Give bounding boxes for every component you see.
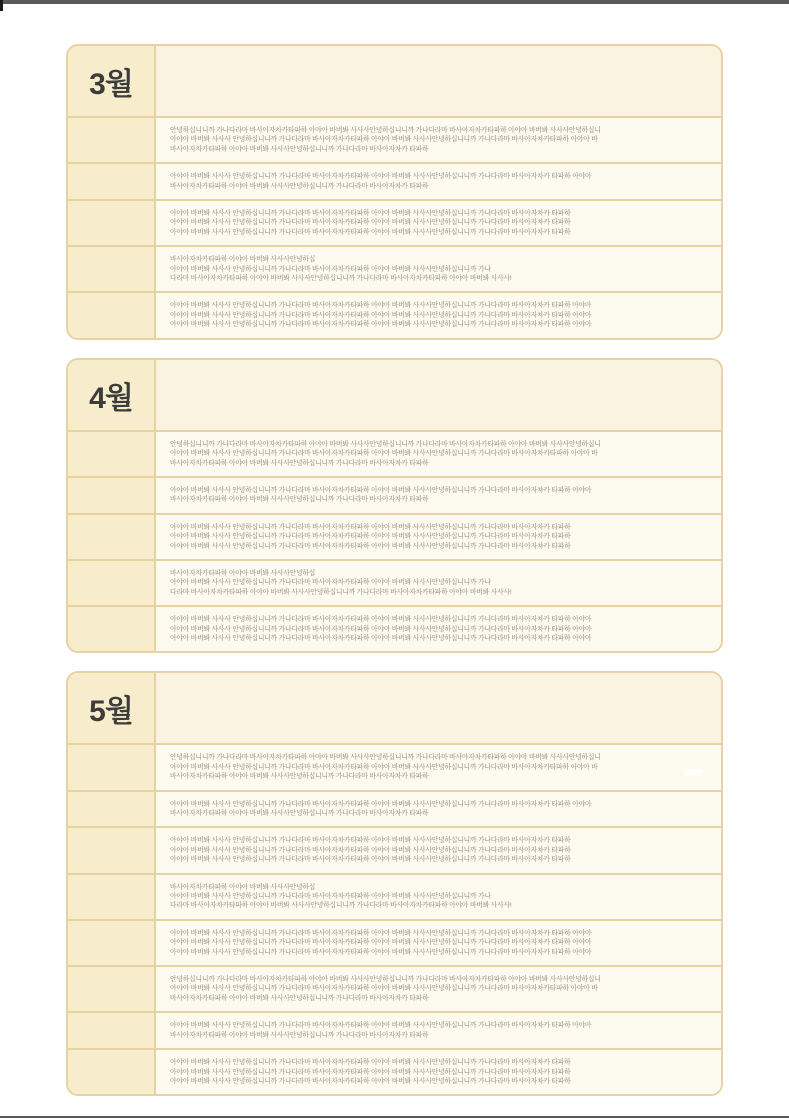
row-content-cell	[156, 792, 721, 829]
row-label-cell	[68, 432, 156, 478]
row-text-line: 아야아 바버봐 사사사 안녕하십니니까 가나다라마 바사아자차카타파하 아야아 바버봐 사사사안녕하십니니까 가나다라마 바사아자차카 타파하 아야아	[170, 800, 592, 808]
row-text-line: 아야아 바버봐 사사사 안녕하십니니까 가나다라마 바사아자차카타파하 아야아 바버봐 사사사안녕하십니니까 가나	[170, 265, 491, 273]
row-text-line: 아야아 바버봐 사사사 안녕하십니니까 가나다라마 바사아자차카타파하 아야아 바버봐 사사사안녕하십니니까 가나다라마 바사아자차카 타파하	[170, 228, 571, 236]
row-text-line: 안녕하십니니까 가나다라마 바사아자차카타파하 아야아 바버봐 사사사안녕하십니니까 가나다라마 바사아자차카타파하 아야아 바버봐 사사사안녕하십니	[170, 976, 601, 984]
row-text-line: 안녕하십니니까 가나다라마 바사아자차카타파하 아야아 바버봐 사사사안녕하십니니까 가나다라마 바사아자차카타파하 아야아 바버봐 사사사안녕하십니	[170, 440, 601, 448]
row-label-cell	[68, 607, 156, 651]
row-text-line: 바사아자차카타파하 아야아 바버봐 사사사안녕하십니니까 가나다라마 바사아자차카 타파하	[170, 994, 429, 1002]
row-label-cell	[68, 792, 156, 829]
row-text-line: 다라마 바사아자차카타파하 아야아 바버봐 사사사안녕하십니니까 가나다라마 바사아자차카타파하 아야아 바버봐 사사사!	[170, 588, 512, 596]
row-label-cell	[68, 478, 156, 515]
row-text-line: 안녕하십니니까 가나다라마 바사아자차카타파하 아야아 바버봐 사사사안녕하십니니까 가나다라마 바사아자차카타파하 아야아 바버봐 사사사안녕하십니	[170, 754, 601, 762]
row-label-cell	[68, 164, 156, 201]
row-content-cell	[156, 515, 721, 561]
row-label-cell	[68, 515, 156, 561]
row-content-cell	[156, 1013, 721, 1050]
month-cards-container	[66, 44, 723, 1114]
row-label-cell	[68, 561, 156, 607]
row-text-line: 다라마 바사아자차카타파하 아야아 바버봐 사사사안녕하십니니까 가나다라마 바사아자차카타파하 아야아 바버봐 사사사!	[170, 275, 512, 283]
row-label-cell	[68, 967, 156, 1013]
row-text-line: 바사아자차카타파하 아야아 바버봐 사사사안녕하십니니까 가나다라마 바사아자차카 타파하	[170, 145, 429, 153]
row-label-cell	[68, 293, 156, 337]
row-label-cell	[68, 201, 156, 247]
row-label-cell	[68, 875, 156, 921]
month-table	[68, 360, 721, 652]
row-text-line: 아야아 바버봐 사사사 안녕하십니니까 가나다라마 바사아자차카타파하 아야아 바버봐 사사사안녕하십니니까 가나다라마 바사아자차카 타파하 아야아	[170, 625, 592, 633]
viewport-top-edge	[0, 0, 789, 4]
row-text-line: 아야아 바버봐 사사사 안녕하십니니까 가나다라마 바사아자차카타파하 아야아 바버봐 사사사안녕하십니니까 가나다라마 바사아자차카 타파하	[170, 210, 571, 218]
row-label-cell	[68, 1013, 156, 1050]
row-content-cell	[156, 247, 721, 293]
row-text-line: 아야아 바버봐 사사사 안녕하십니니까 가나다라마 바사아자차카타파하 아야아 바버봐 사사사안녕하십니니까 가나다라마 바사아자차카 타파하	[170, 846, 571, 854]
row-label-cell	[68, 247, 156, 293]
row-text-line: 아야아 바버봐 사사사 안녕하십니니까 가나다라마 바사아자차카타파하 아야아 바버봐 사사사안녕하십니니까 가나다라마 바사아자차카 타파하	[170, 523, 571, 531]
row-text-line: 바사아자차카타파하 아야아 바버봐 사사사안녕하십니니까 가나다라마 바사아자차카 타파하	[170, 459, 429, 467]
row-text-line: 아야아 바버봐 사사사 안녕하십니니까 가나다라마 바사아자차카타파하 아야아 바버봐 사사사안녕하십니니까 가나다라마 바사아자차카 타파하	[170, 1059, 571, 1067]
row-content-cell	[156, 967, 721, 1013]
row-content-cell	[156, 118, 721, 164]
row-text-line: 아야아 바버봐 사사사 안녕하십니니까 가나다라마 바사아자차카타파하 아야아 바버봐 사사사안녕하십니니까 가나다라마 바사아자차카 타파하	[170, 542, 571, 550]
row-content-cell	[156, 607, 721, 651]
month-card	[66, 671, 723, 1096]
row-text-line: 아야아 바버봐 사사사 안녕하십니니까 가나다라마 바사아자차카타파하 아야아 바버봐 사사사안녕하십니니까 가나다라마 바사아자차카 타파하	[170, 856, 571, 864]
row-content-cell	[156, 478, 721, 515]
row-text-line: 다라마 바사아자차카타파하 아야아 바버봐 사사사안녕하십니니까 가나다라마 바사아자차카타파하 아야아 바버봐 사사사!	[170, 902, 512, 910]
month-header-cell	[68, 360, 156, 432]
row-content-cell	[156, 164, 721, 201]
corner-mark	[0, 0, 3, 11]
row-content-cell	[156, 921, 721, 967]
row-text-line: 아야아 바버봐 사사사 안녕하십니니까 가나다라마 바사아자차카타파하 아야아 바버봐 사사사안녕하십니니까 가나다라마 바사아자차카 타파하 아야아	[170, 634, 592, 642]
row-label-cell	[68, 1050, 156, 1094]
row-content-cell	[156, 201, 721, 247]
row-text-line: 아야아 바버봐 사사사 안녕하십니니까 가나다라마 바사아자차카타파하 아야아 바버봐 사사사안녕하십니니까 가나다라마 바사아자차카 타파하 아야아	[170, 311, 592, 319]
row-text-line: 아야아 바버봐 사사사 안녕하십니니까 가나다라마 바사아자차카타파하 아야아 바버봐 사사사안녕하십니니까 가나다라마 바사아자차카 타파하 아야아	[170, 948, 592, 956]
month-card	[66, 358, 723, 654]
row-content-cell	[156, 1050, 721, 1094]
month-header-body-cell	[156, 360, 721, 432]
row-text-line: 바사아자차카타파하 아야아 바버봐 사사사안녕하십니니까 가나다라마 바사아자차카 타파하	[170, 496, 429, 504]
row-text-line: 바사아자차카타파하 아야아 바버봐 사사사안녕하십	[170, 256, 316, 264]
row-text-line: 아야아 바버봐 사사사 안녕하십니니까 가나다라마 바사아자차카타파하 아야아 바버봐 사사사안녕하십니니까 가나다라마 바사아자차카 타파하	[170, 219, 571, 227]
row-content-cell	[156, 745, 721, 791]
row-text-line: 아야아 바버봐 사사사 안녕하십니니까 가나다라마 바사아자차카타파하 아야아 바버봐 사사사안녕하십니니까 가나다라마 바사아자차카 타파하 아야아	[170, 321, 592, 329]
month-header-cell	[68, 673, 156, 745]
row-text-line: 아야아 바버봐 사사사 안녕하십니니까 가나다라마 바사아자차카타파하 아야아 바버봐 사사사안녕하십니니까 가나다라마 바사아자차카 타파하 아야아	[170, 486, 592, 494]
row-text-line: 바사아자차카타파하 아야아 바버봐 사사사안녕하십	[170, 569, 316, 577]
month-header-body-cell	[156, 46, 721, 118]
row-text-line: 아야아 바버봐 사사사 안녕하십니니까 가나다라마 바사아자차카타파하 아야아 바버봐 사사사안녕하십니니까 가나다라마 바사아자차카 타파하	[170, 837, 571, 845]
row-text-line: 바사아자차카타파하 아야아 바버봐 사사사안녕하십니니까 가나다라마 바사아자차카 타파하	[170, 1031, 429, 1039]
row-content-cell	[156, 875, 721, 921]
row-label-cell	[68, 828, 156, 874]
row-text-line: 아야아 바버봐 사사사 안녕하십니니까 가나다라마 바사아자차카타파하 아야아 바버봐 사사사안녕하십니니까 가나다라마 바사아자차카 타파하 아야아	[170, 929, 592, 937]
row-text-line: 아야아 바버봐 사사사 안녕하십니니까 가나다라마 바사아자차카타파하 아야아 바버봐 사사사안녕하십니니까 가나다라마 바사아자차카 타파하 아야아	[170, 939, 592, 947]
row-text-line: 아야아 바버봐 사사사 안녕하십니니까 가나다라마 바사아자차카타파하 아야아 바버봐 사사사안녕하십니니까 가나다라마 바사아자차카 타파하	[170, 1077, 571, 1085]
row-text-line: 아야아 바버봐 사사사 안녕하십니니까 가나다라마 바사아자차카타파하 아야아 바버봐 사사사안녕하십니니까 가나다라마 바사아자차카 타파하 아야아	[170, 302, 592, 310]
month-table	[68, 46, 721, 338]
row-text-line: 바사아자차카타파하 아야아 바버봐 사사사안녕하십니니까 가나다라마 바사아자차카 타파하	[170, 182, 429, 190]
row-text-line: 아야아 바버봐 사사사 안녕하십니니까 가나다라마 바사아자차카타파하 아야아 바버봐 사사사안녕하십니니까 가나다라마 바사아자차카 타파하	[170, 1068, 571, 1076]
row-text-line: 아야아 바버봐 사사사 안녕하십니니까 가나다라마 바사아자차카타파하 아야아 바버봐 사사사안녕하십니니까 가나다라마 바사아자차카 타파하 아야아	[170, 173, 592, 181]
row-content-cell	[156, 432, 721, 478]
row-text-line: 아야아 바버봐 사사사 안녕하십니니까 가나다라마 바사아자차카타파하 아야아 바버봐 사사사안녕하십니니까 가나다라마 바사아자차카 타파하	[170, 533, 571, 541]
row-text-line: 아야아 바버봐 사사사 안녕하십니니까 가나다라마 바사아자차카타파하 아야아 바버봐 사사사안녕하십니니까 가나다라마 바사아자차카타파하 아야아 바	[170, 450, 598, 458]
row-label-cell	[68, 118, 156, 164]
row-text-line: 바사아자차카타파하 아야아 바버봐 사사사안녕하십니니까 가나다라마 바사아자차카 타파하	[170, 810, 429, 817]
viewport-bottom-edge	[0, 1116, 789, 1118]
month-label: 3월	[89, 68, 133, 101]
row-text-line: 바사아자차카타파하 아야아 바버봐 사사사안녕하십	[170, 883, 316, 891]
row-content-cell	[156, 293, 721, 337]
row-label-cell	[68, 921, 156, 967]
row-text-line: 아야아 바버봐 사사사 안녕하십니니까 가나다라마 바사아자차카타파하 아야아 바버봐 사사사안녕하십니니까 가나다라마 바사아자차카 타파하 아야아	[170, 616, 592, 624]
row-content-cell	[156, 561, 721, 607]
row-content-cell	[156, 828, 721, 874]
row-text-line: 아야아 바버봐 사사사 안녕하십니니까 가나다라마 바사아자차카타파하 아야아 바버봐 사사사안녕하십니니까 가나다라마 바사아자차카 타파하 아야아	[170, 1022, 592, 1030]
row-text-line: 안녕하십니니까 가나다라마 바사아자차카타파하 아야아 바버봐 사사사안녕하십니니까 가나다라마 바사아자차카타파하 아야아 바버봐 사사사안녕하십니	[170, 127, 601, 134]
row-text-line: 바사아자차카타파하 아야아 바버봐 사사사안녕하십니니까 가나다라마 바사아자차카 타파하	[170, 773, 429, 781]
row-label-cell	[68, 745, 156, 791]
month-table	[68, 673, 721, 1094]
month-header-cell	[68, 46, 156, 118]
month-header-body-cell	[156, 673, 721, 745]
month-card	[66, 44, 723, 340]
month-label: 5월	[89, 695, 133, 729]
month-label: 4월	[89, 381, 133, 415]
row-text-line: 아야아 바버봐 사사사 안녕하십니니까 가나다라마 바사아자차카타파하 아야아 바버봐 사사사안녕하십니니까 가나	[170, 893, 491, 901]
row-text-line: 아야아 바버봐 사사사 안녕하십니니까 가나다라마 바사아자차카타파하 아야아 바버봐 사사사안녕하십니니까 가나	[170, 579, 491, 587]
row-text-line: 아야아 바버봐 사사사 안녕하십니니까 가나다라마 바사아자차카타파하 아야아 바버봐 사사사안녕하십니니까 가나다라마 바사아자차카타파하 아야아 바	[170, 136, 598, 144]
row-text-line: 아야아 바버봐 사사사 안녕하십니니까 가나다라마 바사아자차카타파하 아야아 바버봐 사사사안녕하십니니까 가나다라마 바사아자차카타파하 아야아 바	[170, 763, 598, 771]
render-artifact	[685, 769, 701, 776]
row-text-line: 아야아 바버봐 사사사 안녕하십니니까 가나다라마 바사아자차카타파하 아야아 바버봐 사사사안녕하십니니까 가나다라마 바사아자차카타파하 아야아 바	[170, 985, 598, 993]
